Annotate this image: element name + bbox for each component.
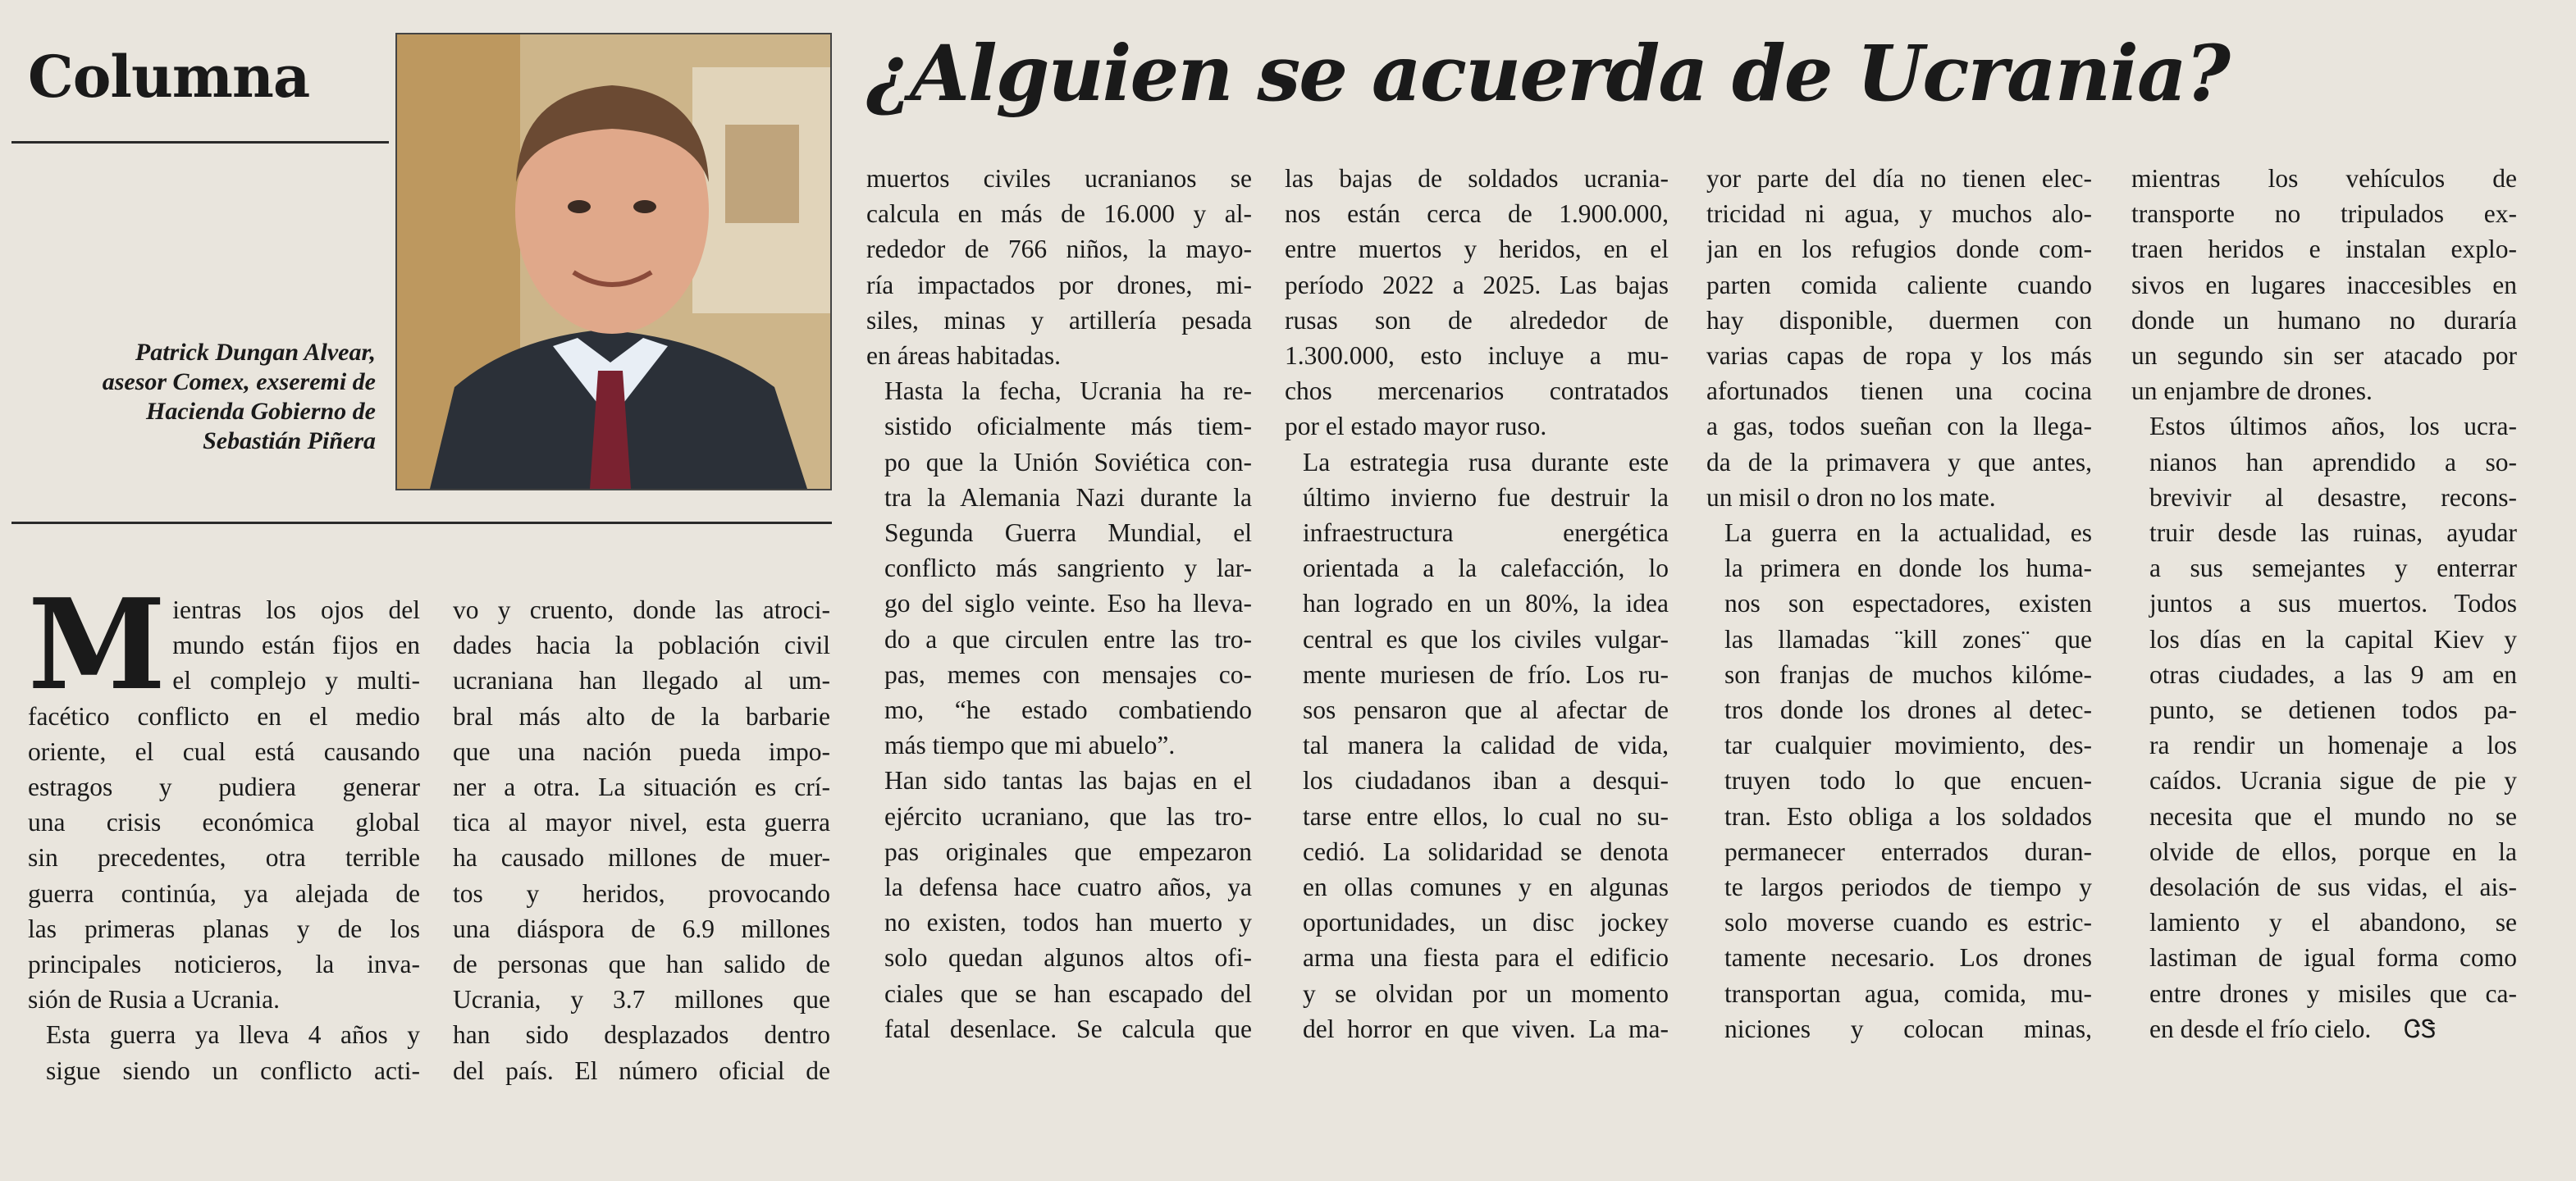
article-column-1 [28,592,420,1166]
article-line: do a que circulen entre las tro- [884,624,1252,654]
article-line: rusas son de alrededor de [1285,305,1669,335]
article-line: chos mercenarios contratados [1285,376,1669,406]
article-line: sión de Rusia a Ucrania. [28,985,281,1015]
article-line: dades hacia la población civil [453,631,830,660]
article-line: tica al mayor nivel, esta guerra [453,808,830,837]
article-line: del horror en que viven. La ma- [1303,1014,1669,1043]
article-line: traen heridos e instalan explo- [2131,235,2517,264]
article-line: niciones y colocan minas, [1724,1014,2092,1043]
article-line: desolación de sus vidas, el ais- [2149,873,2517,902]
byline-line: Patrick Dungan Alvear, [135,339,376,366]
article-paragraph [2131,408,2517,1047]
article-line: período 2022 a 2025. Las bajas [1285,270,1669,299]
article-line: han logrado en un 80%, la idea [1303,589,1669,618]
article-line: afortunados tienen una cocina [1706,376,2092,406]
article-line: mente muriesen de frío. Los ru- [1303,659,1669,689]
author-byline [33,338,376,456]
article-line: mientras los vehículos de [2131,164,2517,193]
article-line: ucraniana han llegado al um- [453,666,830,695]
article-line: Han sido tantas las bajas en el [884,766,1252,796]
article-line: en áreas habitadas. [866,341,1062,371]
article-line: Segunda Guerra Mundial, el [884,518,1252,548]
article-line: fatal desenlace. Se calcula que [884,1014,1252,1043]
article-line: tos y heridos, provocando [453,878,830,908]
article-line: arma una fiesta para el edificio [1303,943,1669,973]
article-line: hay disponible, duermen con [1706,305,2092,335]
article-line: sivos en lugares inaccesibles en [2131,270,2517,299]
article-line: guerra continúa, ya alejada de [28,878,420,908]
article-paragraph [453,592,830,1088]
article-line: una crisis económica global [28,808,420,837]
article-paragraph [866,763,1252,1046]
article-line: solo moverse cuando es estric- [1724,908,2092,937]
article-line: transportan agua, comida, mu- [1724,978,2092,1008]
article-line: tros donde los drones al detec- [1724,695,2092,725]
article-line: ría impactados por drones, mi- [866,270,1252,299]
article-line: ha causado millones de muer- [453,843,830,873]
article-line: parten comida caliente cuando [1706,270,2092,299]
article-line: la primera en donde los huma- [1724,554,2092,583]
article-line: las bajas de soldados ucrania- [1285,164,1669,193]
article-line: nos están cerca de 1.900.000, [1285,199,1669,229]
article-line: oriente, el cual está causando [28,736,420,766]
article-line: a sus semejantes y enterrar [2149,554,2517,583]
article-line: entre drones y misiles que ca- [2149,978,2517,1008]
article-line: entre muertos y heridos, en el [1285,235,1669,264]
article-line: de personas que han salido de [453,950,830,979]
article-paragraph [1285,445,1669,1046]
article-line: nos son espectadores, existen [1724,589,2092,618]
article-line: ejército ucraniano, que las tro- [884,801,1252,831]
article-line: yor parte del día no tienen elec- [1706,164,2092,193]
article-line: po que la Unión Soviética con- [884,447,1252,477]
article-line: tricidad ni agua, y muchos alo- [1706,199,2092,229]
article-line: donde un humano no duraría [2131,305,2517,335]
article-line: tal manera la calidad de vida, [1303,731,1669,760]
article-line: infraestructura energética [1303,518,1669,548]
article-line: bral más alto de la barbarie [453,701,830,731]
article-line: las primeras planas y de los [28,914,420,943]
article-line: Esta guerra ya lleva 4 años y [46,1020,420,1050]
article-line: punto, se detienen todos pa- [2149,695,2517,725]
article-column-2 [453,592,830,1166]
author-portrait-icon [397,34,830,489]
article-line: principales noticieros, la inva- [28,950,420,979]
article-paragraph [1706,515,2092,1046]
article-paragraph [2131,161,2517,408]
article-line: necesita que el mundo no se [2149,801,2517,831]
byline-line: Sebastián Piñera [203,427,376,454]
byline-line: Hacienda Gobierno de [146,398,376,425]
article-line: siles, minas y artillería pesada [866,305,1252,335]
author-portrait [395,33,832,490]
article-line: 1.300.000, esto incluye a mu- [1285,341,1669,371]
article-line: ra rendir un homenaje a los [2149,731,2517,760]
article-paragraph [28,1017,420,1088]
article-line: sistido oficialmente más tiem- [884,412,1252,441]
article-line: cedió. La solidaridad se denota [1303,837,1669,866]
article-line: tamente necesario. Los drones [1724,943,2092,973]
article-line: ciales que se han escapado del [884,978,1252,1008]
article-line: ner a otra. La situación es crí- [453,773,830,802]
article-line: un misil o dron no los mate. [1706,482,1996,512]
article-line: han sido desplazados dentro [453,1020,830,1050]
article-line: te largos periodos de tiempo y [1724,873,2092,902]
article-line: go del siglo veinte. Eso ha lleva- [884,589,1252,618]
article-line: juntos a sus muertos. Todos [2149,589,2517,618]
article-line: pas, memes con mensajes co- [884,659,1252,689]
article-line: son franjas de muchos kilóme- [1724,659,2092,689]
article-line: las llamadas ¨kill zones¨ que [1724,624,2092,654]
article-line: facético conflicto en el medio [28,701,420,731]
article-line: permanecer enterrados duran- [1724,837,2092,866]
article-line: el complejo y multi- [172,666,420,695]
article-line: ientras los ojos del [172,595,420,624]
article-line: central es que los civiles vulgar- [1303,624,1669,654]
article-column-3 [866,161,1252,1170]
article-line: tar cualquier movimiento, des- [1724,731,2092,760]
article-line: mundo están fijos en [172,631,420,660]
article-line: un enjambre de drones. [2131,376,2373,406]
article-line: orientada a la calefacción, lo [1303,554,1669,583]
article-paragraph [866,161,1252,373]
section-rule [11,141,389,144]
article-column-5 [1706,161,2092,1170]
article-line: mo, “he estado combatiendo [884,695,1252,725]
article-line: La guerra en la actualidad, es [1724,518,2092,548]
article-paragraph [866,373,1252,763]
article-line: una diáspora de 6.9 millones [453,914,830,943]
article-line: estragos y pudiera generar [28,773,420,802]
article-line: La estrategia rusa durante este [1303,447,1669,477]
article-column-4 [1285,161,1669,1170]
article-paragraph [1285,161,1669,445]
article-line: muertos civiles ucranianos se [866,164,1252,193]
article-line: sigue siendo un conflicto acti- [46,1056,420,1085]
article-line: sin precedentes, otra terrible [28,843,420,873]
article-line: vo y cruento, donde las atroci- [453,595,830,624]
article-line: otras ciudades, a las 9 am en [2149,659,2517,689]
article-line: del país. El número oficial de [453,1056,830,1085]
article-line: más tiempo que mi abuelo”. [884,731,1176,760]
article-line: y se olvidan por un momento [1303,978,1669,1008]
article-line: rededor de 766 niños, la mayo- [866,235,1252,264]
article-line: Ucrania, y 3.7 millones que [453,985,830,1015]
article-line: tra la Alemania Nazi durante la [884,482,1252,512]
article-line: truir desde las ruinas, ayudar [2149,518,2517,548]
article-line: truyen todo lo que encuen- [1724,766,2092,796]
article-line: los ciudadanos iban a desqui- [1303,766,1669,796]
article-line: brevivir al desastre, recons- [2149,482,2517,512]
article-line: tarse entre ellos, lo cual no su- [1303,801,1669,831]
article-line: a gas, todos sueñan con la llega- [1706,412,2092,441]
article-line: último invierno fue destruir la [1303,482,1669,512]
article-line: da de la primavera y que antes, [1706,447,2092,477]
article-line: conflicto más sangriento y lar- [884,554,1252,583]
article-line: Hasta la fecha, Ucrania ha re- [884,376,1252,406]
article-line: la defensa hace cuatro años, ya [884,873,1252,902]
article-line: en desde el frío cielo. ᏣᏕ [2149,1014,2437,1044]
article-line: olvide de ellos, porque en la [2149,837,2517,866]
article-line: calcula en más de 16.000 y al- [866,199,1252,229]
article-line: no existen, todos han muerto y [884,908,1252,937]
byline-rule [11,522,832,524]
article-line: tran. Esto obliga a los soldados [1724,801,2092,831]
drop-cap: M [28,592,167,718]
article-line: nianos han aprendido a so- [2149,447,2517,477]
headline: ¿Alguien se acuerda de Ucrania? [866,29,2229,119]
end-mark-icon: ᏣᏕ [2404,1015,2437,1044]
article-line: solo quedan algunos altos ofi- [884,943,1252,973]
article-line: sos pensaron que al afectar de [1303,695,1669,725]
article-column-6 [2131,161,2517,1170]
article-line: varias capas de ropa y los más [1706,341,2092,371]
article-line: caídos. Ucrania sigue de pie y [2149,766,2517,796]
article-line: que una nación pueda impo- [453,736,830,766]
article-line: por el estado mayor ruso. [1285,412,1547,441]
article-line: jan en los refugios donde com- [1706,235,2092,264]
article-line: en ollas comunes y en algunas [1303,873,1669,902]
article-line: transporte no tripulados ex- [2131,199,2517,229]
article-line: oportunidades, un disc jockey [1303,908,1669,937]
article-line: pas originales que empezaron [884,837,1252,866]
article-paragraph [1706,161,2092,515]
article-line: Estos últimos años, los ucra- [2149,412,2517,441]
article-line: lastiman de igual forma como [2149,943,2517,973]
article-line: lamiento y el abandono, se [2149,908,2517,937]
section-label: Columna [28,43,310,111]
byline-line: asesor Comex, exseremi de [102,368,376,395]
article-line: los días en la capital Kiev y [2149,624,2517,654]
article-line: un segundo sin ser atacado por [2131,341,2517,371]
